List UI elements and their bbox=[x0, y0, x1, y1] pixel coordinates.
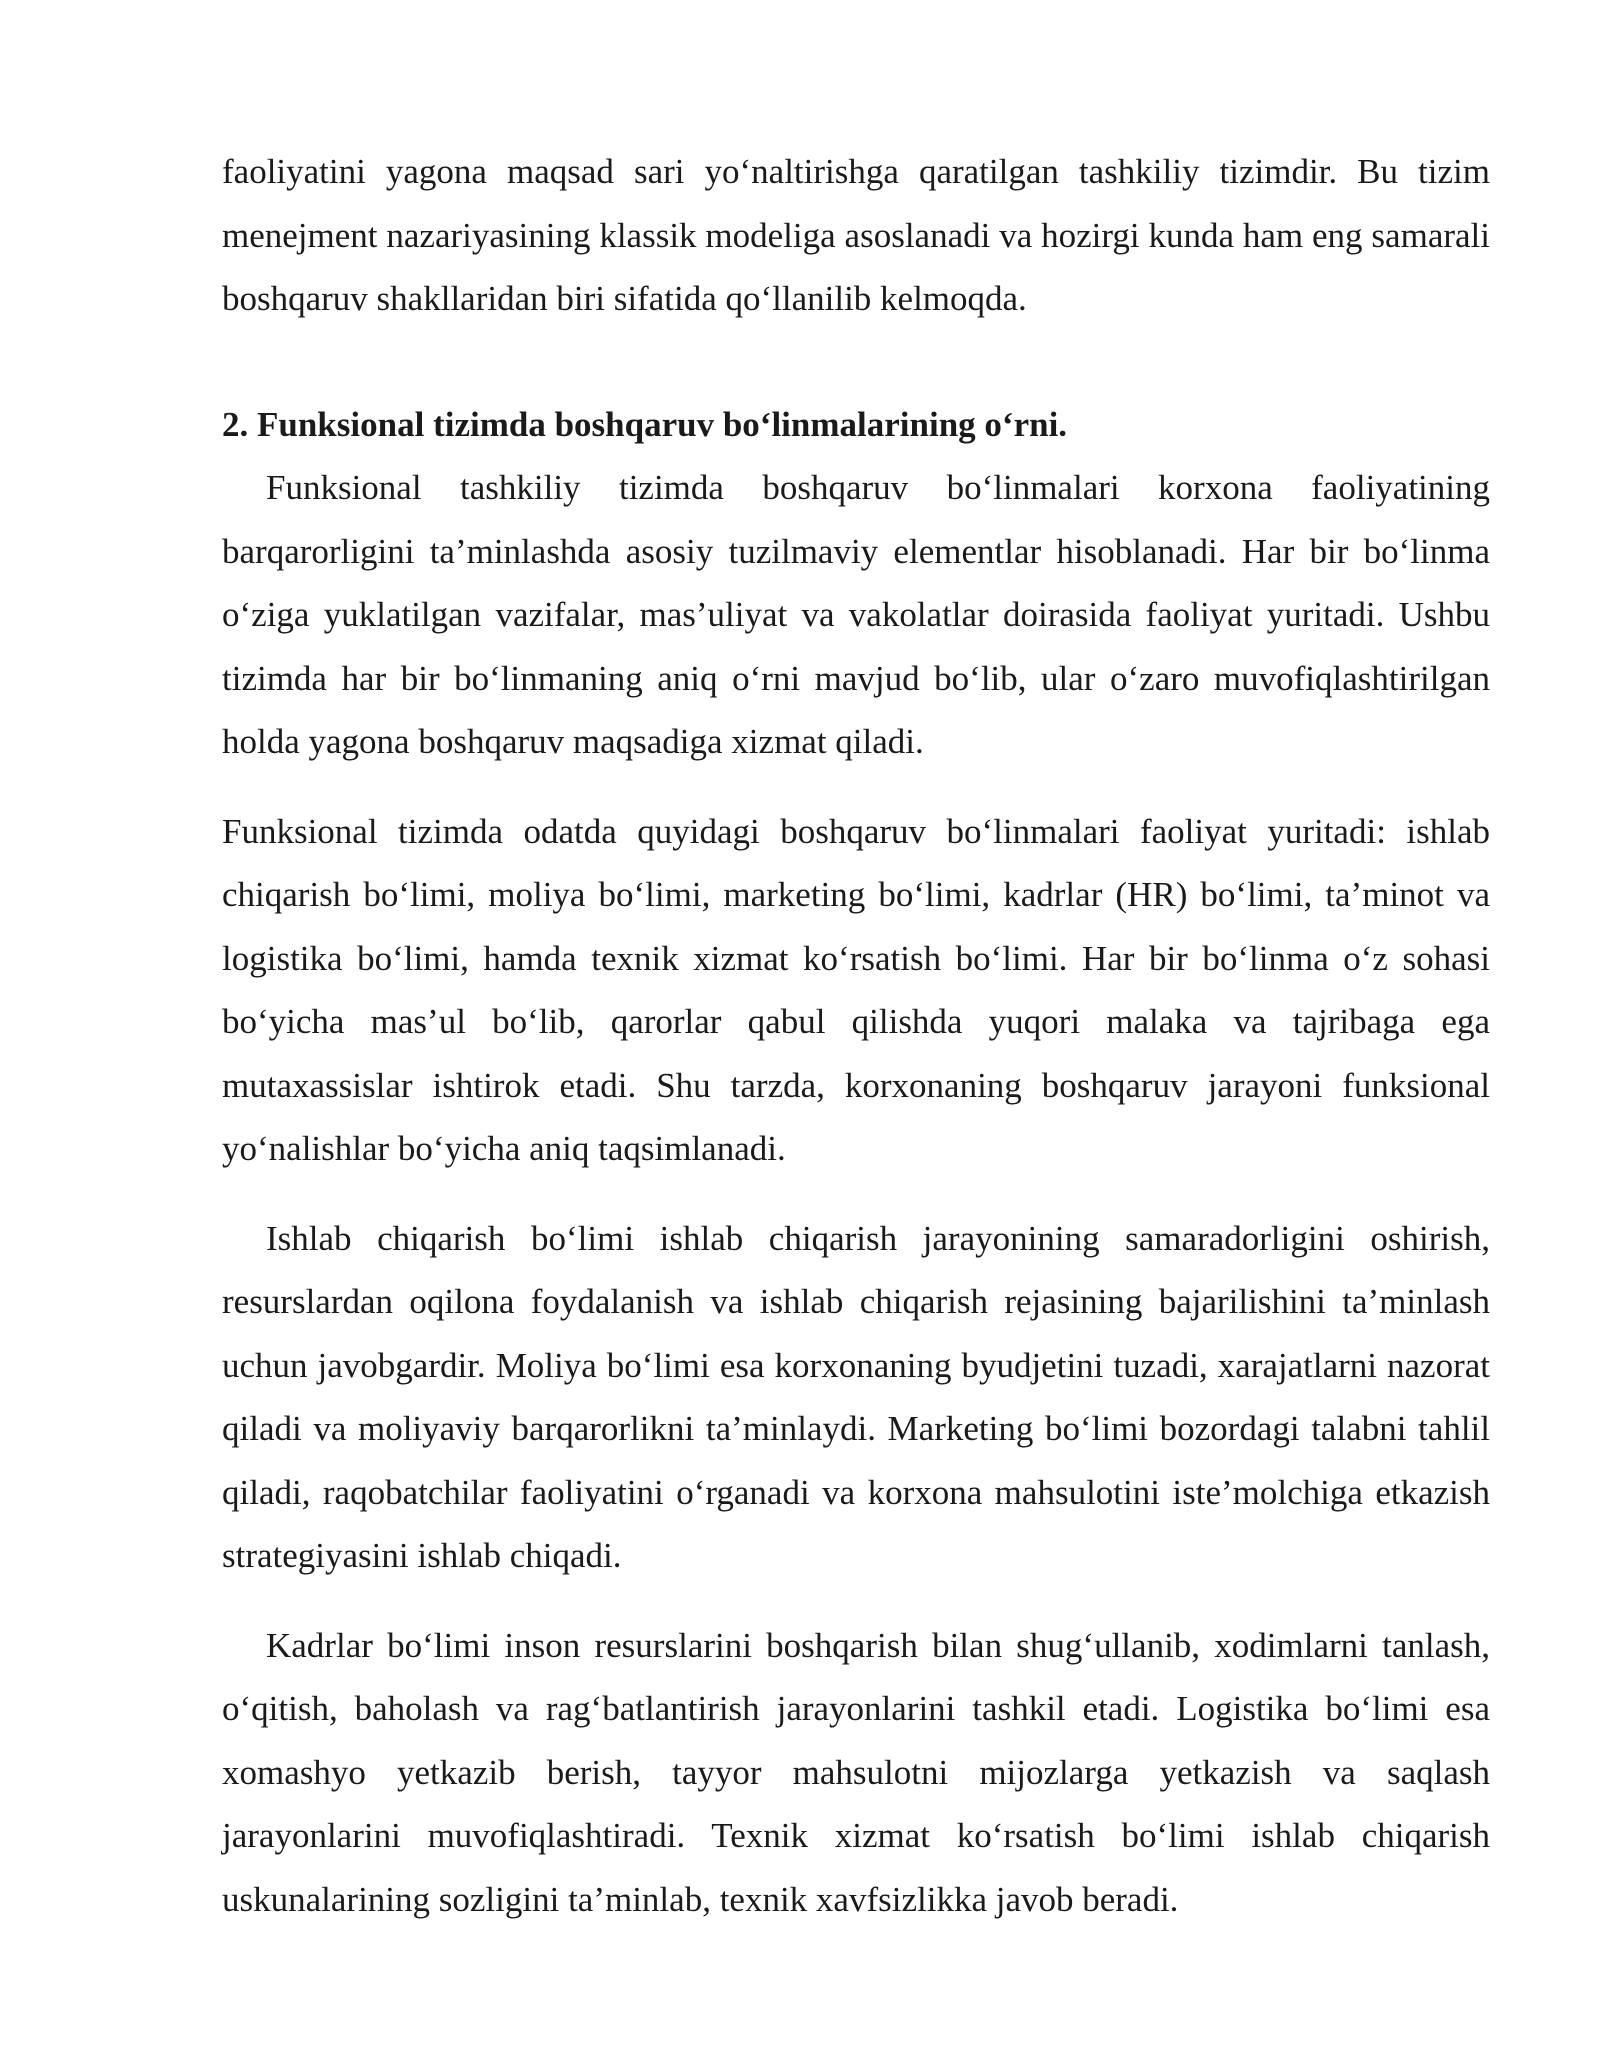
body-paragraph-2: Funksional tizimda odatda quyidagi boshqaruv bo‘linmalari faoliyat yuritadi: ishlab chiqarish bo‘limi, moliya bo‘limi, marketing bo‘limi, kadrlar (HR) bo‘limi, ta’minot va logistika bo‘limi, hamda texnik xizmat ko‘rsatish bo‘limi. Har bir bo‘linma o‘z sohasi bo‘yicha mas’ul bo‘lib, qarorlar qabul qilishda yuqori malaka va tajribaga ega mutaxassislar ishtirok etadi. Shu tarzda, korxonaning boshqaruv jarayoni funksional yo‘nalishlar bo‘yicha aniq taqsimlanadi. bbox=[222, 811, 1490, 1168]
body-paragraph-1: Funksional tashkiliy tizimda boshqaruv bo‘linmalari korxona faoliyatining barqarorligini ta’minlashda asosiy tuzilmaviy elementlar hisoblanadi. Har bir bo‘linma o‘ziga yuklatilgan vazifalar, mas’uliyat va vakolatlar doirasida faoliyat yuritadi. Ushbu tizimda har bir bo‘linmaning aniq o‘rni mavjud bo‘lib, ular o‘zaro muvofiqlashtirilgan holda yagona boshqaruv maqsadiga xizmat qiladi. bbox=[222, 468, 1490, 761]
document-page bbox=[222, 140, 1490, 1931]
section-heading: 2. Funksional tizimda boshqaruv bo‘linmalarining o‘rni. bbox=[222, 404, 1068, 444]
intro-paragraph: faoliyatini yagona maqsad sari yo‘naltirishga qaratilgan tashkiliy tizimdir. Bu tizim menejment nazariyasining klassik modeliga asoslanadi va hozirgi kunda ham eng samarali boshqaruv shakllaridan biri sifatida qo‘llanilib kelmoqda. bbox=[222, 152, 1490, 318]
body-paragraph-3: Ishlab chiqarish bo‘limi ishlab chiqarish jarayonining samaradorligini oshirish, resurslardan oqilona foydalanish va ishlab chiqarish rejasining bajarilishini ta’minlash uchun javobgardir. Moliya bo‘limi esa korxonaning byudjetini tuzadi, xarajatlarni nazorat qiladi va moliyaviy barqarorlikni ta’minlaydi. Marketing bo‘limi bozordagi talabni tahlil qiladi, raqobatchilar faoliyatini o‘rganadi va korxona mahsulotini iste’molchiga etkazish strategiyasini ishlab chiqadi. bbox=[222, 1218, 1490, 1575]
body-paragraph-4: Kadrlar bo‘limi inson resurslarini boshqarish bilan shug‘ullanib, xodimlarni tanlash, o‘qitish, baholash va rag‘batlantirish jarayonlarini tashkil etadi. Logistika bo‘limi esa xomashyo yetkazib berish, tayyor mahsulotni mijozlarga yetkazish va saqlash jarayonlarini muvofiqlashtiradi. Texnik xizmat ko‘rsatish bo‘limi ishlab chiqarish uskunalarining sozligini ta’minlab, texnik xavfsizlikka javob beradi. bbox=[222, 1625, 1490, 1919]
section-heading-wrap bbox=[222, 393, 1490, 457]
